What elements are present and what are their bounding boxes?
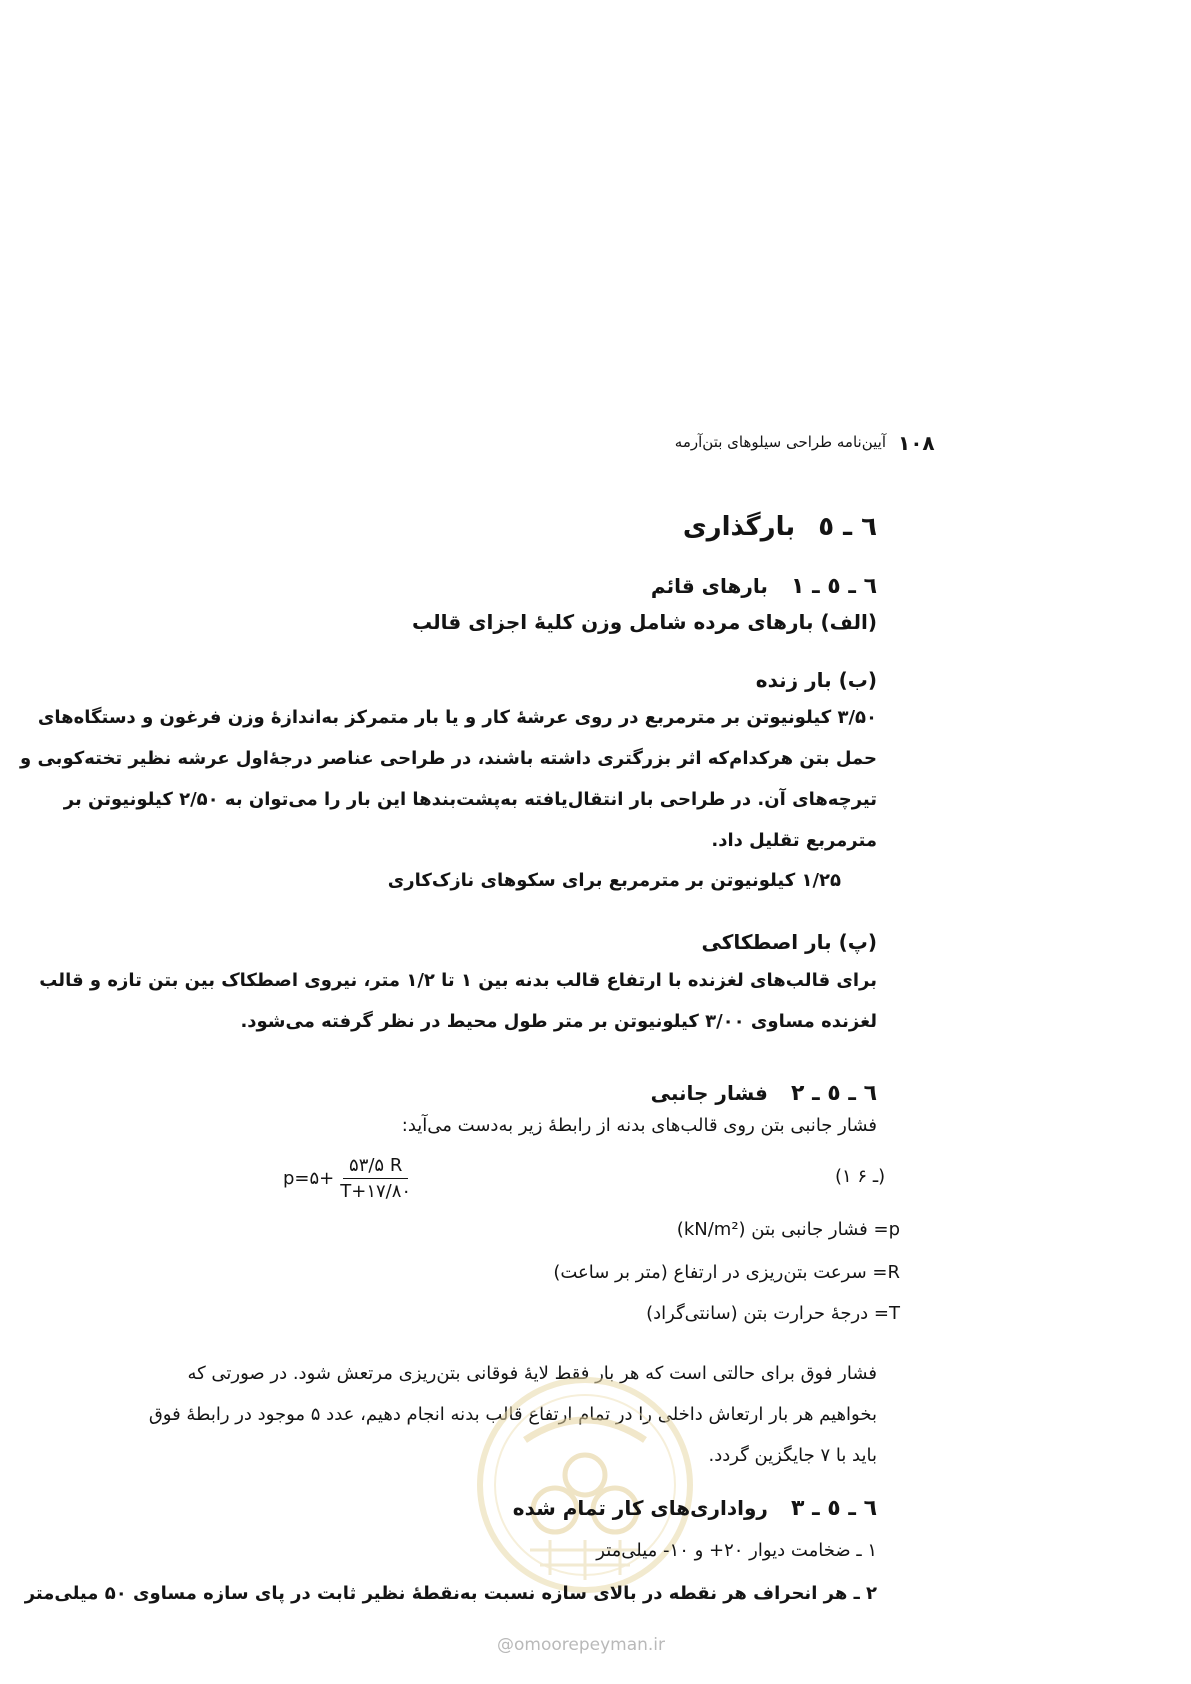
subsection-1-title: بارهای قائم	[650, 574, 768, 598]
variable-t-definition: T= درجهٔ حرارت بتن (سانتی‌گراد)	[646, 1303, 900, 1324]
item-b-extra-line: ۱/۲۵ کیلونیوتن بر مترمربع برای سکوهای نازک‌کاری	[387, 870, 841, 891]
subsection-1-number: ٦ ـ ٥ ـ ١	[791, 574, 877, 599]
subsection-1-heading	[651, 574, 877, 599]
equation-number: (۱ ـ ۶)	[835, 1166, 886, 1187]
paragraph-line: مترمربع تقلیل داد.	[711, 830, 877, 851]
watermark-site-text: @omoorepeyman.ir	[497, 1635, 666, 1655]
formula-fraction	[340, 1155, 411, 1202]
item-c-paragraph	[39, 960, 877, 1042]
subsection-2-title: فشار جانبی	[650, 1081, 768, 1105]
subsection-2-heading	[651, 1081, 877, 1106]
section-number: ٦ ـ ٥	[818, 512, 877, 542]
section-title: بارگذاری	[682, 512, 796, 542]
subsection-3-number: ٦ ـ ٥ ـ ٣	[791, 1496, 877, 1521]
lateral-pressure-formula	[283, 1155, 411, 1202]
tolerance-item-1: ۱ ـ ضخامت دیوار ۲۰+ و ۱۰- میلی‌متر	[596, 1540, 877, 1561]
page-number: ۱۰۸	[898, 431, 935, 455]
paragraph-line: بخواهیم هر بار ارتعاش داخلی را در تمام ارتفاع قالب بدنه انجام دهیم، عدد ۵ موجود در رابطهٔ فوق	[148, 1404, 877, 1425]
paragraph-line: تیرچه‌های آن. در طراحی بار انتقال‌یافته به‌پشت‌بندها این بار را می‌توان به ۲/۵۰ کیلونیوتن بر	[63, 789, 877, 810]
paragraph-line: لغزنده مساوی ۳/۰۰ کیلونیوتن بر متر طول محیط در نظر گرفته می‌شود.	[240, 1011, 877, 1032]
subsection-2-intro: فشار جانبی بتن روی قالب‌های بدنه از رابطهٔ زیر به‌دست می‌آید:	[401, 1115, 877, 1136]
item-b-title: (ب) بار زنده	[755, 668, 877, 692]
variable-r-definition: R= سرعت بتن‌ریزی در ارتفاع (متر بر ساعت)	[553, 1262, 900, 1283]
formula-lhs: p=۵+	[283, 1168, 335, 1189]
item-a-dead-loads: (الف) بارهای مرده شامل وزن کلیهٔ اجزای قالب	[411, 610, 877, 634]
watermark-logo-icon	[470, 1370, 700, 1600]
subsection-2-number: ٦ ـ ٥ ـ ٢	[791, 1081, 877, 1106]
formula-denominator: T+۱۷/۸۰	[340, 1181, 412, 1202]
subsection-3-title: رواداری‌های کار تمام شده	[512, 1496, 768, 1520]
running-header-title: آیین‌نامه طراحی سیلوهای بتن‌آرمه	[674, 433, 886, 451]
section-heading	[683, 512, 877, 542]
formula-numerator: ۵۳/۵ R	[343, 1155, 408, 1179]
paragraph-line: برای قالب‌های لغزنده با ارتفاع قالب بدنه بین ۱ تا ۱/۲ متر، نیروی اصطکاک بین بتن تازه و قالب	[39, 970, 877, 991]
paragraph-line: باید با ۷ جایگزین گردد.	[708, 1445, 877, 1466]
tolerance-item-2: ۲ ـ هر انحراف هر نقطه در بالای سازه نسبت به‌نقطهٔ نظیر ثابت در پای سازه مساوی ۵۰ میلی‌متر	[24, 1583, 877, 1604]
subsection-3-heading	[513, 1496, 877, 1521]
paragraph-line: ۳/۵۰ کیلونیوتن بر مترمربع در روی عرشهٔ کار و یا بار متمرکز به‌اندازهٔ وزن فرغون و دستگاه‌های	[37, 707, 877, 728]
item-b-paragraph	[20, 697, 877, 861]
variable-p-definition: p= فشار جانبی بتن (kN/m²)	[676, 1219, 900, 1240]
paragraph-line: حمل بتن هرکدام‌که اثر بزرگتری داشته باشند، در طراحی عناصر درجهٔ‌اول عرشه نظیر تخته‌کوبی و	[20, 748, 877, 769]
item-c-title: (پ) بار اصطکاکی	[701, 930, 877, 954]
paragraph-line: فشار فوق برای حالتی است که هر بار فقط لایهٔ فوقانی بتن‌ریزی مرتعش شود. در صورتی که	[187, 1363, 877, 1384]
